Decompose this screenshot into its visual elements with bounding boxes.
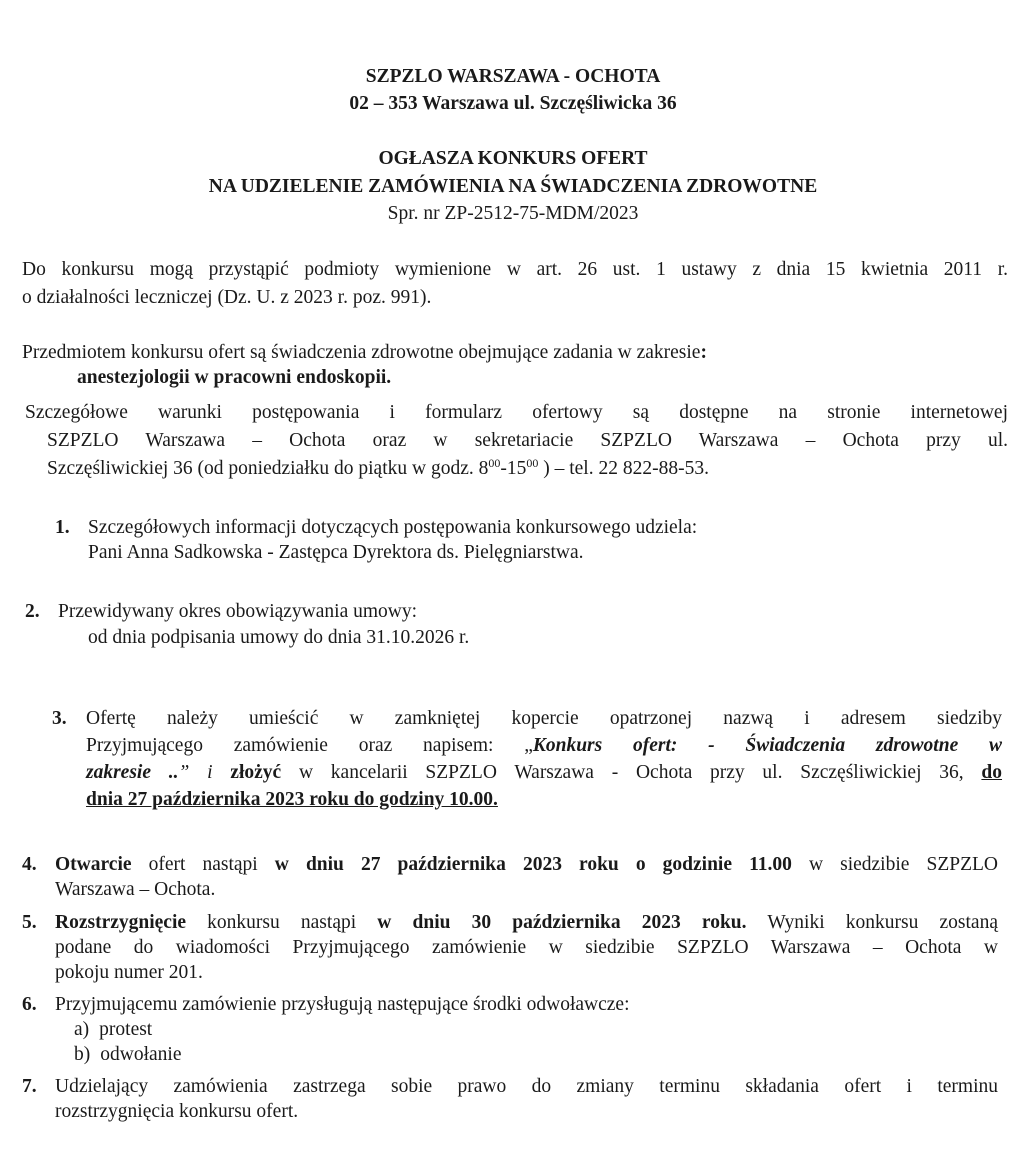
item-text: Szczegółowych informacji dotyczących postępowania konkursowego udziela: xyxy=(88,517,698,538)
announcement-title: OGŁASZA KONKURS OFERT xyxy=(378,148,648,169)
item-text-part: w dniu 30 października 2023 roku. xyxy=(377,912,747,933)
item-text-part: Otwarcie xyxy=(55,854,132,875)
sub-item xyxy=(74,1017,998,1042)
subject-text: Przedmiotem konkursu ofert są świadczenia zdrowotne obejmujące zadania w zakresie xyxy=(22,342,701,363)
subject-scope: anestezjologii w pracowni endoskopii. xyxy=(77,367,392,388)
hour-superscript: 00 xyxy=(526,456,539,470)
conditions-line: SZPZLO Warszawa – Ochota oraz w sekretariacie SZPZLO Warszawa – Ochota przy ul. xyxy=(47,430,1008,451)
item-text: od dnia podpisania umowy do dnia 31.10.2026 r. xyxy=(88,627,470,648)
deadline-text: do xyxy=(981,762,1003,783)
item-text-part: ” i xyxy=(178,762,231,783)
conditions-line: Szczegółowe warunki postępowania i formularz ofertowy są dostępne na stronie internetowej xyxy=(25,402,1008,423)
org-name: SZPZLO WARSZAWA - OCHOTA xyxy=(365,66,661,87)
item-number: 5. xyxy=(22,912,37,933)
sub-item-text: odwołanie xyxy=(100,1044,182,1065)
conditions-text: -15 xyxy=(500,458,527,479)
item-text-part: ofert nastąpi xyxy=(131,854,275,875)
conditions-line xyxy=(47,456,1008,481)
list-item xyxy=(52,706,1002,812)
item-text: Przewidywany okres obowiązywania umowy: xyxy=(58,601,418,622)
list-item xyxy=(22,1074,998,1124)
item-text xyxy=(86,760,1002,787)
intro-line: Do konkursu mogą przystąpić podmioty wymienione w art. 26 ust. 1 ustawy z dnia 15 kwietnia 2011 r. xyxy=(22,259,1008,280)
item-text-part: Przyjmującego zamówienie oraz napisem: „ xyxy=(86,735,533,756)
sub-item xyxy=(74,1042,998,1067)
item-text-part: w dniu 27 października 2023 roku o godzinie 11.00 xyxy=(274,854,792,875)
subject-line xyxy=(22,340,1002,365)
org-address: 02 – 353 Warszawa ul. Szczęśliwicka 36 xyxy=(349,93,677,114)
hour-superscript: 00 xyxy=(488,456,501,470)
announcement-subtitle: NA UDZIELENIE ZAMÓWIENIA NA ŚWIADCZENIA ZDROWOTNE xyxy=(208,176,818,197)
item-text: pokoju numer 201. xyxy=(55,962,203,983)
item-text-part: konkursu nastąpi xyxy=(186,912,378,933)
item-number: 4. xyxy=(22,854,37,875)
item-number: 2. xyxy=(25,601,40,622)
item-text: Przyjmującemu zamówienie przysługują następujące środki odwoławcze: xyxy=(55,994,630,1015)
intro-paragraph xyxy=(22,257,1008,310)
subject-paragraph xyxy=(22,340,1002,390)
item-text-part: złożyć xyxy=(230,762,282,783)
deadline-text: dnia 27 października 2023 roku do godziny 10.00. xyxy=(86,789,498,810)
intro-line: o działalności leczniczej (Dz. U. z 2023 r. poz. 991). xyxy=(22,287,432,308)
item-number: 7. xyxy=(22,1076,37,1097)
list-item xyxy=(25,599,985,650)
item-number: 6. xyxy=(22,994,37,1015)
sub-item-letter: a) xyxy=(74,1019,90,1040)
envelope-label: zakresie .. xyxy=(86,762,179,783)
envelope-label: Konkurs ofert: - Świadczenia zdrowotne w xyxy=(532,735,1003,756)
sub-item-letter: b) xyxy=(74,1044,91,1065)
subject-colon: : xyxy=(700,342,707,363)
reference-number: Spr. nr ZP-2512-75-MDM/2023 xyxy=(387,203,639,224)
item-text xyxy=(86,733,1002,760)
item-text-part: Rozstrzygnięcie xyxy=(55,912,187,933)
list-item xyxy=(22,992,998,1067)
list-item xyxy=(22,910,998,985)
item-number: 1. xyxy=(55,517,70,538)
item-text-part: Wyniki konkursu zostaną xyxy=(746,912,998,933)
item-text: Udzielający zamówienia zastrzega sobie prawo do zmiany terminu składania ofert i terminu xyxy=(55,1076,998,1097)
conditions-text: Szczęśliwickiej 36 (od poniedziałku do piątku w godz. 8 xyxy=(47,458,489,479)
item-text-part: w kancelarii SZPZLO Warszawa - Ochota przy ul. Szczęśliwickiej 36, xyxy=(281,762,982,783)
item-text: rozstrzygnięcia konkursu ofert. xyxy=(55,1101,299,1122)
item-text: Ofertę należy umieścić w zamkniętej kopercie opatrzonej nazwą i adresem siedziby xyxy=(86,708,1002,729)
sub-item-text: protest xyxy=(99,1019,153,1040)
list-item xyxy=(22,852,998,902)
conditions-paragraph xyxy=(25,400,1008,481)
item-text xyxy=(55,852,998,877)
item-text: Warszawa – Ochota. xyxy=(55,879,216,900)
item-text-part: w siedzibie SZPZLO xyxy=(791,854,998,875)
item-text xyxy=(55,910,998,935)
item-text: Pani Anna Sadkowska - Zastępca Dyrektora ds. Pielęgniarstwa. xyxy=(88,542,584,563)
conditions-text: ) – tel. 22 822-88-53. xyxy=(538,458,709,479)
list-item xyxy=(55,515,1015,565)
item-text: podane do wiadomości Przyjmującego zamówienie w siedzibie SZPZLO Warszawa – Ochota w xyxy=(55,937,998,958)
item-number: 3. xyxy=(52,708,67,729)
